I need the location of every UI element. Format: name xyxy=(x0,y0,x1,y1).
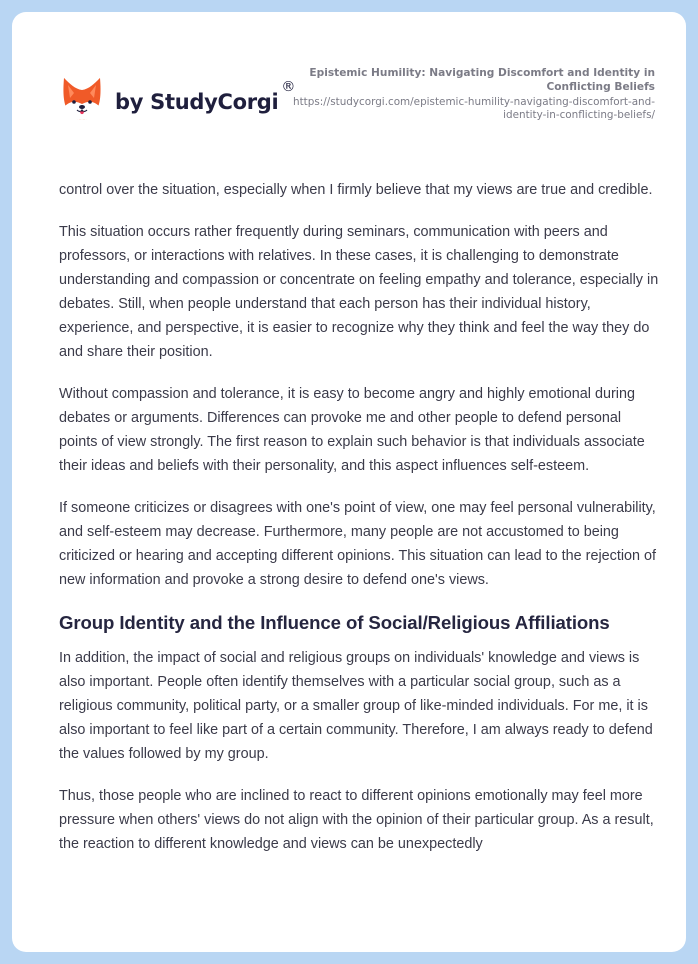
essay-content xyxy=(59,178,659,874)
section-heading: Group Identity and the Influence of Social/Religious Affiliations xyxy=(59,612,610,633)
document-url[interactable]: https://studycorgi.com/epistemic-humility-navigating-discomfort-and-identity-in-conflicting-beliefs/ xyxy=(292,96,655,121)
paragraph: control over the situation, especially when I firmly believe that my views are true and credible. xyxy=(59,182,653,198)
document-meta xyxy=(275,66,655,122)
paragraph: Without compassion and tolerance, it is easy to become angry and highly emotional during debates or arguments. Differences can provoke me and other people to defend personal points of view strongly. The first reason to explain such behavior is that individuals associate their ideas and beliefs with their personality, and this aspect influences self-esteem. xyxy=(59,386,645,474)
corgi-logo-icon xyxy=(61,76,103,122)
paragraph: If someone criticizes or disagrees with one's point of view, one may feel personal vulnerability, and self-esteem may decrease. Furthermore, many people are not accustomed to being criticized or hearing and accepting different opinions. This situation can lead to the rejection of new information and provoke a strong desire to defend one's views. xyxy=(59,500,657,588)
document-title: Epistemic Humility: Navigating Discomfort and Identity in Conflicting Beliefs xyxy=(309,67,655,93)
studycorgi-logo[interactable] xyxy=(61,76,295,122)
paragraph: This situation occurs rather frequently during seminars, communication with peers and professors, or interactions with relatives. In these cases, it is challenging to demonstrate understanding and compassion or concentrate on feeling empathy and tolerance, especially in debates. Still, when people understand that each person has their individual history, experience, and perspective, it is easier to recognize why they think and feel the way they do and share their position. xyxy=(59,224,659,360)
registered-mark: ® xyxy=(281,79,296,95)
document-page xyxy=(12,12,686,952)
logo-text: by StudyCorgi xyxy=(115,90,279,114)
paragraph: Thus, those people who are inclined to react to different opinions emotionally may feel more pressure when others' views do not align with the opinion of their particular group. As a result, the reaction to different knowledge and views can be unexpectedly xyxy=(59,788,654,852)
paragraph: In addition, the impact of social and religious groups on individuals' knowledge and views is also important. People often identify themselves with a particular social group, such as a religious community, political party, or a smaller group of like-minded individuals. For me, it is also important to feel like part of a certain community. Therefore, I am always ready to defend the values followed by my group. xyxy=(59,650,653,762)
page-header xyxy=(12,12,686,162)
